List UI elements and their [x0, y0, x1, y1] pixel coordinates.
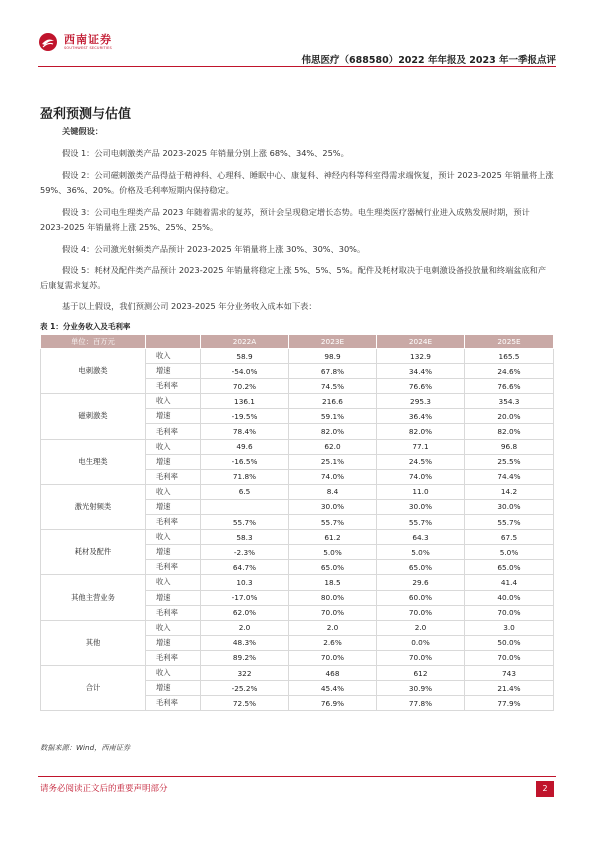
value-cell: 71.8% [201, 469, 289, 484]
page-header [0, 0, 596, 68]
value-cell: 2.0 [289, 620, 377, 635]
table-row [41, 530, 554, 545]
metric-cell: 收入 [146, 620, 201, 635]
value-cell: 5.0% [377, 545, 465, 560]
value-cell: 55.7% [465, 515, 554, 530]
metric-cell: 毛利率 [146, 424, 201, 439]
metric-cell: 增速 [146, 409, 201, 424]
value-cell: 25.5% [465, 454, 554, 469]
value-cell: 78.4% [201, 424, 289, 439]
header-2023e: 2023E [289, 335, 377, 349]
assumption-2: 假设 2：公司磁刺激类产品得益于精神科、心理科、睡眠中心、康复科、神经内科等科室得需求端恢复，预计 2023-2025 年销量将上涨 59%、36%、20%。价格及毛利率短期内保持稳定。 [40, 170, 554, 195]
table-row [41, 484, 554, 499]
metric-cell: 增速 [146, 364, 201, 379]
value-cell: 70.2% [201, 379, 289, 394]
value-cell: 82.0% [289, 424, 377, 439]
revenue-margin-table [40, 334, 554, 711]
value-cell: -2.3% [201, 545, 289, 560]
value-cell: 50.0% [465, 635, 554, 650]
table-row [41, 620, 554, 635]
table-row [41, 439, 554, 454]
value-cell: 30.0% [377, 499, 465, 514]
value-cell: 64.7% [201, 560, 289, 575]
value-cell: 70.0% [377, 650, 465, 665]
footer-divider [38, 776, 556, 777]
metric-cell: 收入 [146, 439, 201, 454]
value-cell: 77.9% [465, 696, 554, 711]
value-cell: 18.5 [289, 575, 377, 590]
header-2025e: 2025E [465, 335, 554, 349]
value-cell: 60.0% [377, 590, 465, 605]
data-source: 数据来源：Wind，西南证券 [40, 743, 131, 752]
value-cell: 72.5% [201, 696, 289, 711]
value-cell: 62.0% [201, 605, 289, 620]
value-cell: 74.4% [465, 469, 554, 484]
value-cell: 0.0% [377, 635, 465, 650]
value-cell: 20.0% [465, 409, 554, 424]
value-cell: -19.5% [201, 409, 289, 424]
header-metric [146, 335, 201, 349]
value-cell: 612 [377, 665, 465, 680]
assumption-4: 假设 4：公司激光射频类产品预计 2023-2025 年销量将上涨 30%、30%、30%。 [62, 244, 366, 254]
logo-emblem-icon [38, 32, 58, 52]
value-cell: -17.0% [201, 590, 289, 605]
value-cell: 89.2% [201, 650, 289, 665]
value-cell: 132.9 [377, 349, 465, 364]
value-cell: 30.0% [289, 499, 377, 514]
value-cell: 5.0% [465, 545, 554, 560]
metric-cell: 增速 [146, 635, 201, 650]
report-title: 伟思医疗（688580）2022 年年报及 2023 年一季报点评 [301, 55, 556, 66]
metric-cell: 毛利率 [146, 696, 201, 711]
page-number: 2 [536, 781, 554, 797]
table-header-row [41, 335, 554, 349]
value-cell: 24.5% [377, 454, 465, 469]
table-caption: 表 1：分业务收入及毛利率 [40, 322, 131, 331]
value-cell: 10.3 [201, 575, 289, 590]
value-cell: -16.5% [201, 454, 289, 469]
value-cell: 70.0% [289, 650, 377, 665]
value-cell: 136.1 [201, 394, 289, 409]
value-cell: 30.9% [377, 681, 465, 696]
value-cell: 45.4% [289, 681, 377, 696]
value-cell [201, 499, 289, 514]
metric-cell: 毛利率 [146, 650, 201, 665]
metric-cell: 收入 [146, 575, 201, 590]
metric-cell: 收入 [146, 394, 201, 409]
metric-cell: 增速 [146, 499, 201, 514]
category-cell: 电生理类 [41, 439, 146, 484]
value-cell: 74.0% [377, 469, 465, 484]
value-cell: 55.7% [201, 515, 289, 530]
value-cell: 55.7% [377, 515, 465, 530]
value-cell: 216.6 [289, 394, 377, 409]
key-assumptions-heading: 关键假设： [62, 126, 103, 136]
value-cell: 77.1 [377, 439, 465, 454]
metric-cell: 收入 [146, 530, 201, 545]
table-row [41, 349, 554, 364]
value-cell: 67.8% [289, 364, 377, 379]
value-cell: 62.0 [289, 439, 377, 454]
metric-cell: 增速 [146, 454, 201, 469]
value-cell: 70.0% [289, 605, 377, 620]
value-cell: -25.2% [201, 681, 289, 696]
value-cell: 64.3 [377, 530, 465, 545]
value-cell: 59.1% [289, 409, 377, 424]
metric-cell: 收入 [146, 665, 201, 680]
revenue-table-container [40, 334, 553, 711]
metric-cell: 毛利率 [146, 469, 201, 484]
value-cell: 70.0% [377, 605, 465, 620]
value-cell: 98.9 [289, 349, 377, 364]
value-cell: 6.5 [201, 484, 289, 499]
summary-text: 基于以上假设，我们预测公司 2023-2025 年分业务收入成本如下表： [62, 301, 317, 311]
value-cell: 77.8% [377, 696, 465, 711]
metric-cell: 收入 [146, 349, 201, 364]
assumption-3: 假设 3：公司电生理类产品 2023 年随着需求的复苏，预计会呈现稳定增长态势。电生理类医疗器械行业进入成熟发展时期，预计 2023-2025 年销量将上涨 25%、25%、25%。 [40, 207, 530, 232]
table-body [41, 349, 554, 711]
metric-cell: 增速 [146, 681, 201, 696]
metric-cell: 毛利率 [146, 515, 201, 530]
category-cell: 其他主营业务 [41, 575, 146, 620]
value-cell: 67.5 [465, 530, 554, 545]
value-cell: 58.9 [201, 349, 289, 364]
category-cell: 合计 [41, 665, 146, 710]
value-cell: 8.4 [289, 484, 377, 499]
value-cell: 468 [289, 665, 377, 680]
category-cell: 激光射频类 [41, 484, 146, 529]
value-cell: 96.8 [465, 439, 554, 454]
value-cell: 25.1% [289, 454, 377, 469]
header-2022a: 2022A [201, 335, 289, 349]
value-cell: 21.4% [465, 681, 554, 696]
disclaimer-note: 请务必阅读正文后的重要声明部分 [40, 784, 168, 794]
metric-cell: 增速 [146, 545, 201, 560]
value-cell: 165.5 [465, 349, 554, 364]
value-cell: 24.6% [465, 364, 554, 379]
value-cell: 80.0% [289, 590, 377, 605]
value-cell: 2.0 [377, 620, 465, 635]
category-cell: 磁刺激类 [41, 394, 146, 439]
value-cell: 65.0% [465, 560, 554, 575]
value-cell: 61.2 [289, 530, 377, 545]
value-cell: 295.3 [377, 394, 465, 409]
assumption-5: 假设 5：耗材及配件类产品预计 2023-2025 年销量将稳定上涨 5%、5%、5%。配件及耗材取决于电刺激设备投放量和终端盆底和产后康复需求复苏。 [40, 265, 547, 290]
value-cell: 29.6 [377, 575, 465, 590]
value-cell: 49.6 [201, 439, 289, 454]
category-cell: 电刺激类 [41, 349, 146, 394]
value-cell: 58.3 [201, 530, 289, 545]
value-cell: 65.0% [377, 560, 465, 575]
header-2024e: 2024E [377, 335, 465, 349]
value-cell: -54.0% [201, 364, 289, 379]
value-cell: 65.0% [289, 560, 377, 575]
value-cell: 354.3 [465, 394, 554, 409]
value-cell: 14.2 [465, 484, 554, 499]
value-cell: 2.6% [289, 635, 377, 650]
value-cell: 34.4% [377, 364, 465, 379]
value-cell: 30.0% [465, 499, 554, 514]
value-cell: 82.0% [377, 424, 465, 439]
value-cell: 40.0% [465, 590, 554, 605]
metric-cell: 收入 [146, 484, 201, 499]
metric-cell: 增速 [146, 590, 201, 605]
value-cell: 74.0% [289, 469, 377, 484]
value-cell: 76.6% [465, 379, 554, 394]
logo-name-cn: 西南证券 [64, 32, 112, 46]
metric-cell: 毛利率 [146, 605, 201, 620]
header-divider [38, 66, 556, 67]
value-cell: 41.4 [465, 575, 554, 590]
table-row [41, 575, 554, 590]
value-cell: 55.7% [289, 515, 377, 530]
category-cell: 耗材及配件 [41, 530, 146, 575]
section-title: 盈利预测与估值 [40, 107, 132, 122]
value-cell: 70.0% [465, 605, 554, 620]
value-cell: 2.0 [201, 620, 289, 635]
value-cell: 3.0 [465, 620, 554, 635]
header-unit: 单位：百万元 [41, 335, 146, 349]
value-cell: 743 [465, 665, 554, 680]
table-row [41, 665, 554, 680]
value-cell: 76.9% [289, 696, 377, 711]
logo-name-en: SOUTHWEST SECURITIES [64, 45, 112, 50]
table-row [41, 394, 554, 409]
value-cell: 74.5% [289, 379, 377, 394]
value-cell: 322 [201, 665, 289, 680]
metric-cell: 毛利率 [146, 379, 201, 394]
value-cell: 70.0% [465, 650, 554, 665]
value-cell: 48.3% [201, 635, 289, 650]
metric-cell: 毛利率 [146, 560, 201, 575]
value-cell: 76.6% [377, 379, 465, 394]
assumption-1: 假设 1：公司电刺激类产品 2023-2025 年销量分别上涨 68%、34%、25%。 [62, 148, 349, 158]
value-cell: 82.0% [465, 424, 554, 439]
value-cell: 5.0% [289, 545, 377, 560]
value-cell: 11.0 [377, 484, 465, 499]
value-cell: 36.4% [377, 409, 465, 424]
category-cell: 其他 [41, 620, 146, 665]
company-logo [38, 32, 112, 52]
